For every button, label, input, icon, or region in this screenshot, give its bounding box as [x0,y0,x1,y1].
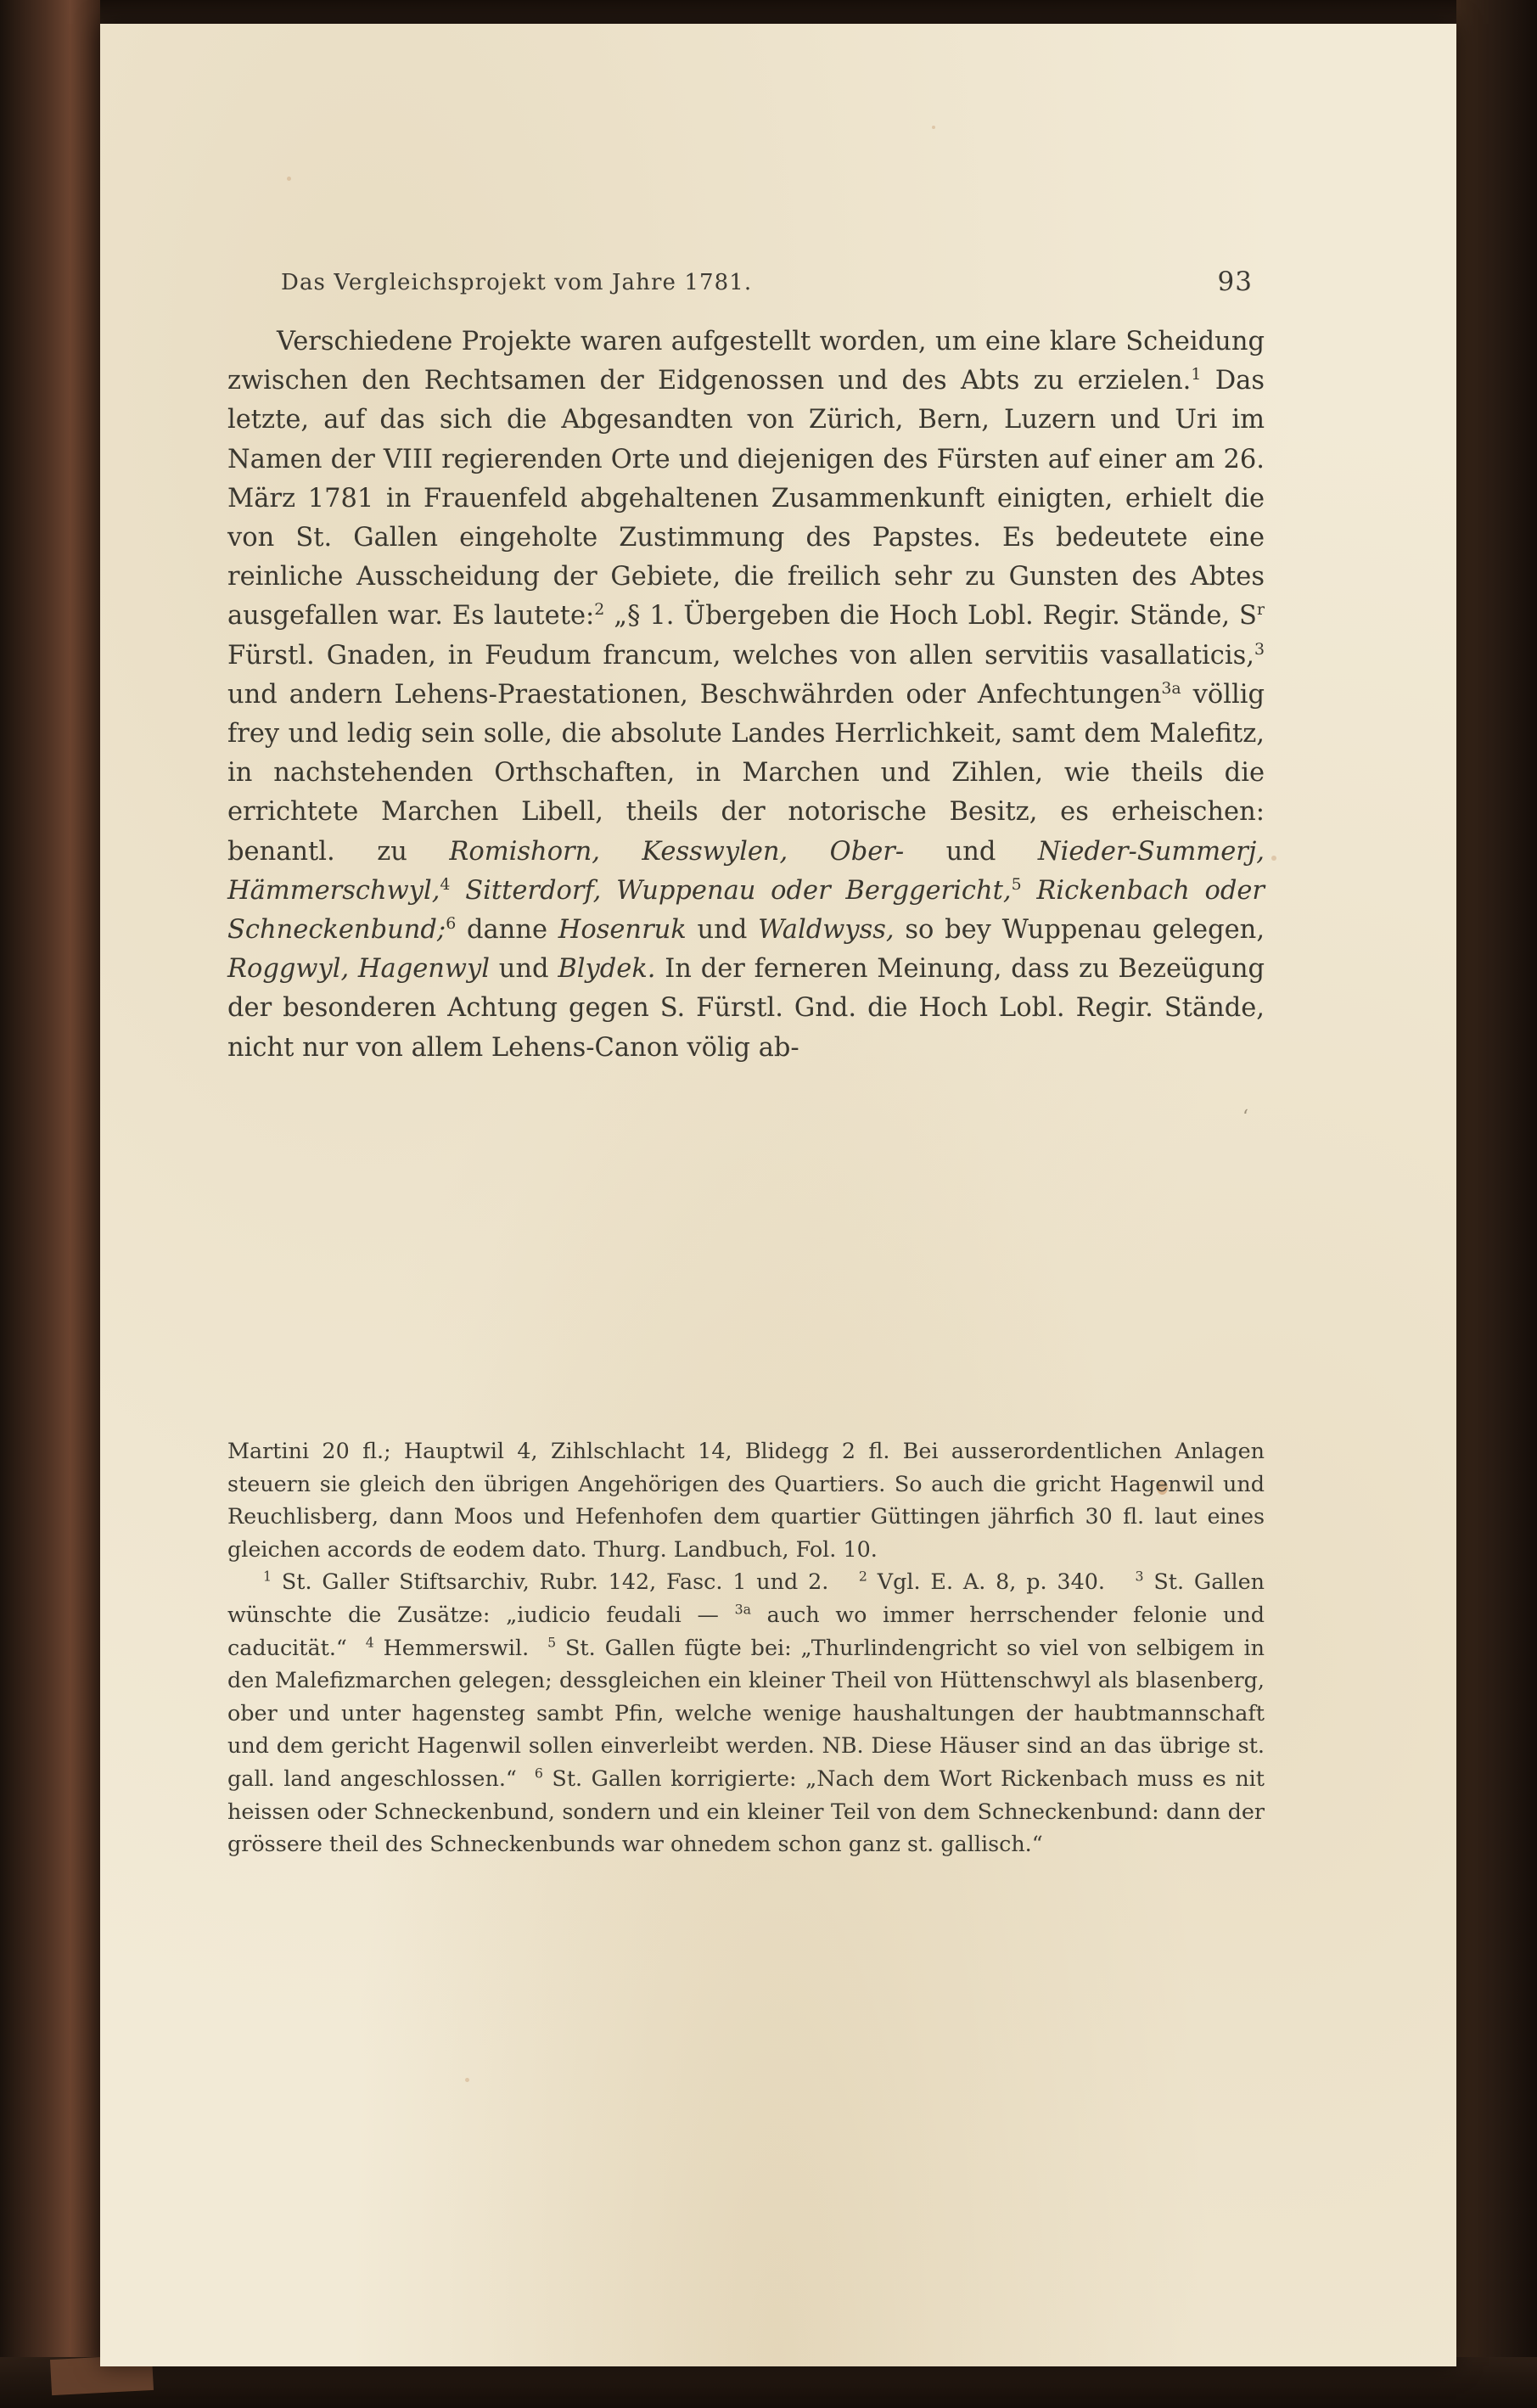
paper-speck [1271,856,1276,861]
main-text-block [227,323,1265,1068]
footnote-block [227,1434,1265,1861]
book-spine-edge [0,0,100,2408]
page-number: 93 [1217,267,1253,297]
scan-edge-right [1456,0,1537,2408]
running-head-title: Das Vergleichsprojekt vom Jahre 1781. [281,270,753,295]
book-page [100,24,1456,2366]
page-content-area [227,24,1271,2366]
body-paragraph: Verschiedene Projekte waren aufgestellt worden, um eine klare Scheidung zwischen den Rechtsamen der Eidgenossen und des Abts zu erzielen.$^1$ Das letzte, auf das sich die Abgesandten von Zürich, Bern, Luzern und Uri im Namen der VIII regierenden Orte und diejenigen des Fürsten auf einer am 26. März 1781 in Frauenfeld abgehaltenen Zusammenkunft einigten, erhielt die von St. Gallen eingeholte Zustimmung des Papstes. Es bedeutete eine reinliche Ausscheidung der Gebiete, die freilich sehr zu Gunsten des Abtes ausgefallen war. Es lautete:$^2$ „§ 1. Übergeben die Hoch Lobl. Regir. Stände, $S^r$ Fürstl. Gnaden, in Feudum francum, welches von allen servitiis vasallaticis,$^3$ und andern Lehens-Praestationen, Beschwährden oder Anfechtungen$^{3a}$ völlig frey und ledig sein solle, die absolute Landes Herrlichkeit, samt dem Malefitz, in nachstehenden Orthschaften, in Marchen und Zihlen, wie theils die errichtete Marchen Libell, theils der notorische Besitz, es erheischen: benantl. zu Romishorn, Kesswylen, Ober- und Nieder-Summerj, Hämmerschwyl,$^4$ Sitterdorf, Wuppenau oder Berggericht,$^5$ Rickenbach oder Schneckenbund;$^6$ danne Hosenruk und Waldwyss, so bey Wuppenau gelegen, Roggwyl, Hagenwyl und Blydek. In der ferneren Meinung, dass zu Bezeügung der besonderen Achtung gegen S. Fürstl. Gnd. die Hoch Lobl. Regir. Stände, nicht nur von allem Lehens-Canon völig ab- [227,327,1265,1063]
footnote-notes: $^1$ St. Galler Stiftsarchiv, Rubr. 142, Fasc. 1 und 2. $^2$ Vgl. E. A. 8, p. 340. $^3$ St. Gallen wünschte die Zusätze: „iudicio feudali — $^{3a}$ auch wo immer herrschender felonie und caducität.“ $^4$ Hemmerswil. $^5$ St. Gallen fügte bei: „Thurlindengricht so viel von selbigem in den Malefizmarchen gelegen; dessgleichen ein kleiner Theil von Hüttenschwyl als blasenberg, ober und unter hagensteg sambt Pfin, welche wenige haushaltungen der haubtmannschaft und dem gericht Hagenwil sollen einverleibt werden. NB. Diese Häuser sind an das übrige st. gall. land angeschlossen.“ $^6$ St. Gallen korrigierte: „Nach dem Wort Rickenbach muss es nit heissen oder Schneckenbund, sondern und ein kleiner Teil von dem Schneckenbund: dann der grössere theil des Schneckenbunds war ohnedem schon ganz st. gallisch.“ [227,1568,1265,1857]
margin-tick-mark: ‘ [1243,1107,1248,1128]
running-head [227,267,1271,299]
footnote-continued: Martini 20 fl.; Hauptwil 4, Zihlschlacht 14, Blidegg 2 fl. Bei ausserordentlichen Anlagen steuern sie gleich den übrigen Angehörigen des Quartiers. So auch die gricht Hagenwil und Reuchlisberg, dann Moos und Hefenhofen dem quartier Güttingen jährfich 30 fl. laut eines gleichen accords de eodem dato. Thurg. Landbuch, Fol. 10. [227,1438,1265,1562]
